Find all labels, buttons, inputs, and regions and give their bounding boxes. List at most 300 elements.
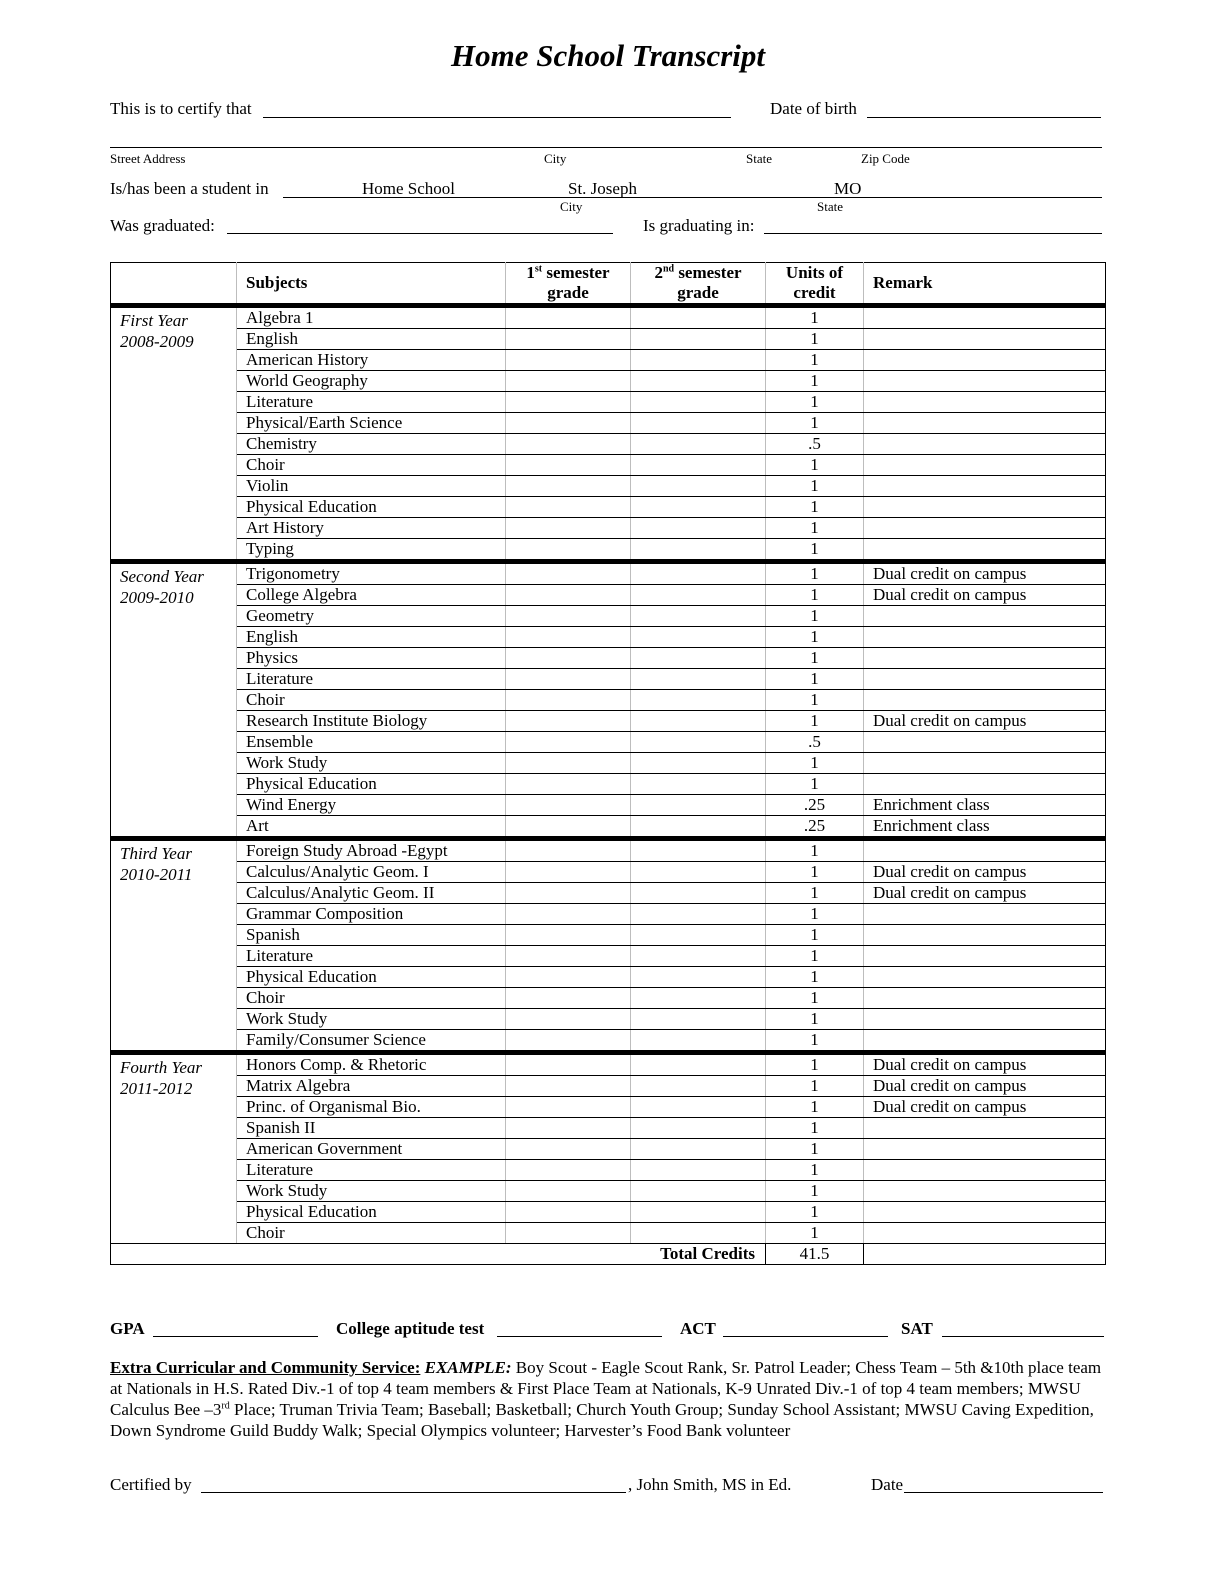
table-row: [111, 1076, 1106, 1097]
remark-cell: [864, 306, 1106, 329]
sem1-grade-cell[interactable]: [506, 795, 631, 816]
sem1-grade-cell[interactable]: [506, 539, 631, 562]
date-label: Date: [871, 1475, 904, 1494]
sem1-grade-cell[interactable]: [506, 669, 631, 690]
credit-cell: 1: [766, 862, 864, 883]
remark-cell: [864, 350, 1106, 371]
subject-cell: Calculus/Analytic Geom. I: [237, 862, 506, 883]
credit-cell: 1: [766, 585, 864, 606]
credit-cell: 1: [766, 1160, 864, 1181]
sem1-grade-cell[interactable]: [506, 648, 631, 669]
table-row: [111, 711, 1106, 732]
remark-cell: [864, 946, 1106, 967]
table-row: [111, 967, 1106, 988]
remark-cell: [864, 1009, 1106, 1030]
subject-cell: Physical Education: [237, 497, 506, 518]
graduating-label: Is graduating in:: [643, 216, 755, 235]
sem1-grade-cell[interactable]: [506, 904, 631, 925]
remark-cell: [864, 648, 1106, 669]
table-row: [111, 946, 1106, 967]
credit-cell: 1: [766, 925, 864, 946]
total-label: Total Credits: [111, 1244, 766, 1265]
credit-cell: 1: [766, 883, 864, 904]
sem2-grade-cell[interactable]: [631, 795, 766, 816]
sem2-grade-cell[interactable]: [631, 606, 766, 627]
remark-cell: Dual credit on campus: [864, 862, 1106, 883]
table-row: [111, 1160, 1106, 1181]
table-row: [111, 839, 1106, 862]
remark-cell: [864, 606, 1106, 627]
table-row: [111, 1053, 1106, 1076]
sem2-grade-cell[interactable]: [631, 585, 766, 606]
remark-cell: [864, 967, 1106, 988]
credit-cell: 1: [766, 539, 864, 562]
sem2-grade-cell[interactable]: [631, 988, 766, 1009]
state-caption-2: State: [817, 199, 843, 214]
credit-cell: 1: [766, 606, 864, 627]
credit-cell: 1: [766, 1076, 864, 1097]
total-row: [111, 1244, 1106, 1265]
credit-cell: 1: [766, 392, 864, 413]
credit-cell: 1: [766, 774, 864, 795]
subject-cell: Literature: [237, 669, 506, 690]
sem1-grade-cell[interactable]: [506, 518, 631, 539]
subject-cell: Wind Energy: [237, 795, 506, 816]
sem1-grade-cell[interactable]: [506, 1118, 631, 1139]
remark-cell: [864, 1223, 1106, 1244]
table-row: [111, 627, 1106, 648]
student-in-label: Is/has been a student in: [110, 179, 269, 198]
table-row: [111, 648, 1106, 669]
sem1-grade-cell[interactable]: [506, 1076, 631, 1097]
street-caption: Street Address: [110, 151, 186, 166]
credit-cell: 1: [766, 350, 864, 371]
table-row: [111, 862, 1106, 883]
table-row: [111, 732, 1106, 753]
sem1-grade-cell[interactable]: [506, 562, 631, 585]
header-units: Units of credit: [766, 263, 864, 306]
sem2-grade-cell[interactable]: [631, 669, 766, 690]
city-value: St. Joseph: [568, 179, 637, 198]
sem2-grade-cell[interactable]: [631, 627, 766, 648]
subject-cell: Typing: [237, 539, 506, 562]
sem1-grade-cell[interactable]: [506, 1030, 631, 1053]
table-row: [111, 1030, 1106, 1053]
sem1-grade-cell[interactable]: [506, 839, 631, 862]
remark-cell: [864, 839, 1106, 862]
credit-cell: 1: [766, 753, 864, 774]
sem1-grade-cell[interactable]: [506, 732, 631, 753]
sem2-grade-cell[interactable]: [631, 732, 766, 753]
total-remark: [864, 1244, 1106, 1265]
sem2-grade-cell[interactable]: [631, 816, 766, 839]
remark-cell: [864, 1160, 1106, 1181]
sem1-grade-cell[interactable]: [506, 1097, 631, 1118]
sem1-grade-cell[interactable]: [506, 1181, 631, 1202]
credit-cell: 1: [766, 988, 864, 1009]
remark-cell: Dual credit on campus: [864, 1097, 1106, 1118]
remark-cell: [864, 690, 1106, 711]
table-row: [111, 883, 1106, 904]
sem1-grade-cell[interactable]: [506, 1160, 631, 1181]
subject-cell: Literature: [237, 1160, 506, 1181]
sem2-grade-cell[interactable]: [631, 329, 766, 350]
table-row: [111, 371, 1106, 392]
table-row: [111, 455, 1106, 476]
credit-cell: 1: [766, 1202, 864, 1223]
sem2-grade-cell[interactable]: [631, 967, 766, 988]
transcript-table: [110, 262, 1106, 1265]
extracurricular-heading: Extra Curricular and Community Service:: [110, 1358, 421, 1377]
certify-label: This is to certify that: [110, 99, 252, 118]
table-row: [111, 1118, 1106, 1139]
table-row: [111, 774, 1106, 795]
remark-cell: Enrichment class: [864, 816, 1106, 839]
subject-cell: Choir: [237, 988, 506, 1009]
address-field[interactable]: [110, 147, 1102, 148]
remark-cell: [864, 753, 1106, 774]
table-row: [111, 988, 1106, 1009]
sem2-grade-cell[interactable]: [631, 497, 766, 518]
table-row: [111, 434, 1106, 455]
remark-cell: [864, 1118, 1106, 1139]
remark-cell: [864, 1139, 1106, 1160]
sem1-grade-cell[interactable]: [506, 883, 631, 904]
table-row: [111, 306, 1106, 329]
example-label: EXAMPLE:: [424, 1358, 512, 1377]
sem1-grade-cell[interactable]: [506, 1139, 631, 1160]
subject-cell: Physics: [237, 648, 506, 669]
credit-cell: 1: [766, 329, 864, 350]
zip-caption: Zip Code: [861, 151, 910, 166]
header-sem1: 1st semester grade: [506, 263, 631, 306]
table-row: [111, 925, 1106, 946]
sem1-grade-cell[interactable]: [506, 585, 631, 606]
remark-cell: Enrichment class: [864, 795, 1106, 816]
total-value: 41.5: [766, 1244, 864, 1265]
header-subjects: Subjects: [237, 263, 506, 306]
credit-cell: 1: [766, 1139, 864, 1160]
sem1-grade-cell[interactable]: [506, 306, 631, 329]
credit-cell: 1: [766, 476, 864, 497]
sem1-grade-cell[interactable]: [506, 606, 631, 627]
subject-cell: Calculus/Analytic Geom. II: [237, 883, 506, 904]
sem1-grade-cell[interactable]: [506, 455, 631, 476]
subject-cell: Matrix Algebra: [237, 1076, 506, 1097]
table-row: [111, 1139, 1106, 1160]
subject-cell: Spanish II: [237, 1118, 506, 1139]
date-field[interactable]: [904, 1492, 1103, 1493]
header-remark: Remark: [864, 263, 1106, 306]
sem2-grade-cell[interactable]: [631, 904, 766, 925]
subject-cell: Literature: [237, 946, 506, 967]
page-title: Home School Transcript: [450, 38, 766, 73]
subject-cell: Honors Comp. & Rhetoric: [237, 1053, 506, 1076]
remark-cell: [864, 476, 1106, 497]
table-row: [111, 1009, 1106, 1030]
year-label: First Year 2008-2009: [111, 306, 237, 562]
credit-cell: 1: [766, 711, 864, 732]
sem2-grade-cell[interactable]: [631, 1009, 766, 1030]
aptitude-label: College aptitude test: [336, 1319, 485, 1338]
table-row: [111, 329, 1106, 350]
subject-cell: Physical Education: [237, 967, 506, 988]
sem1-grade-cell[interactable]: [506, 476, 631, 497]
state-value: MO: [834, 179, 862, 198]
table-row: [111, 539, 1106, 562]
subject-cell: Research Institute Biology: [237, 711, 506, 732]
credit-cell: 1: [766, 497, 864, 518]
sem2-grade-cell[interactable]: [631, 518, 766, 539]
table-row: [111, 753, 1106, 774]
act-label: ACT: [680, 1319, 716, 1338]
subject-cell: Literature: [237, 392, 506, 413]
credit-cell: 1: [766, 627, 864, 648]
table-row: [111, 795, 1106, 816]
aptitude-field[interactable]: [497, 1336, 662, 1337]
student-name-field[interactable]: [263, 117, 731, 118]
remark-cell: Dual credit on campus: [864, 562, 1106, 585]
sem1-grade-cell[interactable]: [506, 497, 631, 518]
remark-cell: [864, 329, 1106, 350]
sem1-grade-cell[interactable]: [506, 371, 631, 392]
sem2-grade-cell[interactable]: [631, 1076, 766, 1097]
credit-cell: 1: [766, 904, 864, 925]
year-label: Fourth Year 2011-2012: [111, 1053, 237, 1244]
remark-cell: [864, 539, 1106, 562]
table-row: [111, 350, 1106, 371]
table-row: [111, 518, 1106, 539]
credit-cell: .5: [766, 434, 864, 455]
remark-cell: [864, 925, 1106, 946]
sem2-grade-cell[interactable]: [631, 392, 766, 413]
sem1-grade-cell[interactable]: [506, 690, 631, 711]
sem2-grade-cell[interactable]: [631, 925, 766, 946]
table-row: [111, 690, 1106, 711]
sem2-grade-cell[interactable]: [631, 1139, 766, 1160]
table-row: [111, 669, 1106, 690]
subject-cell: English: [237, 627, 506, 648]
sem2-grade-cell[interactable]: [631, 371, 766, 392]
credit-cell: .25: [766, 795, 864, 816]
remark-cell: Dual credit on campus: [864, 1053, 1106, 1076]
sem1-grade-cell[interactable]: [506, 329, 631, 350]
certifier-name: , John Smith, MS in Ed.: [628, 1475, 792, 1494]
subject-cell: Family/Consumer Science: [237, 1030, 506, 1053]
table-row: [111, 1097, 1106, 1118]
state-caption: State: [746, 151, 772, 166]
sem2-grade-cell[interactable]: [631, 862, 766, 883]
table-row: [111, 606, 1106, 627]
credit-cell: .25: [766, 816, 864, 839]
sem1-grade-cell[interactable]: [506, 627, 631, 648]
subject-cell: Violin: [237, 476, 506, 497]
table-row: [111, 413, 1106, 434]
sem2-grade-cell[interactable]: [631, 350, 766, 371]
remark-cell: [864, 627, 1106, 648]
credit-cell: 1: [766, 1030, 864, 1053]
graduating-field[interactable]: [764, 233, 1102, 234]
sem2-grade-cell[interactable]: [631, 1053, 766, 1076]
act-field[interactable]: [723, 1336, 888, 1337]
subject-cell: Spanish: [237, 925, 506, 946]
sem2-grade-cell[interactable]: [631, 1181, 766, 1202]
sat-label: SAT: [901, 1319, 933, 1338]
remark-cell: [864, 413, 1106, 434]
subject-cell: Art History: [237, 518, 506, 539]
sem1-grade-cell[interactable]: [506, 392, 631, 413]
sem2-grade-cell[interactable]: [631, 306, 766, 329]
credit-cell: .5: [766, 732, 864, 753]
city-caption: City: [544, 151, 567, 166]
gpa-label: GPA: [110, 1319, 145, 1338]
graduated-field[interactable]: [227, 233, 613, 234]
credit-cell: 1: [766, 648, 864, 669]
sem1-grade-cell[interactable]: [506, 434, 631, 455]
dob-field[interactable]: [867, 117, 1101, 118]
certified-signature-field[interactable]: [201, 1492, 626, 1493]
sem1-grade-cell[interactable]: [506, 862, 631, 883]
table-row: [111, 1181, 1106, 1202]
table-header-row: [111, 263, 1106, 306]
remark-cell: [864, 392, 1106, 413]
sem2-grade-cell[interactable]: [631, 1160, 766, 1181]
sem2-grade-cell[interactable]: [631, 434, 766, 455]
sem2-grade-cell[interactable]: [631, 711, 766, 732]
credit-cell: 1: [766, 371, 864, 392]
table-row: [111, 562, 1106, 585]
sem2-grade-cell[interactable]: [631, 753, 766, 774]
sem1-grade-cell[interactable]: [506, 1202, 631, 1223]
remark-cell: [864, 1181, 1106, 1202]
city-caption-2: City: [560, 199, 583, 214]
dob-label: Date of birth: [770, 99, 857, 118]
subject-cell: Geometry: [237, 606, 506, 627]
subject-cell: Physical Education: [237, 1202, 506, 1223]
subject-cell: Princ. of Organismal Bio.: [237, 1097, 506, 1118]
credit-cell: 1: [766, 946, 864, 967]
sem1-grade-cell[interactable]: [506, 350, 631, 371]
subject-cell: World Geography: [237, 371, 506, 392]
subject-cell: Chemistry: [237, 434, 506, 455]
table-row: [111, 1202, 1106, 1223]
sem1-grade-cell[interactable]: [506, 1053, 631, 1076]
credit-cell: 1: [766, 413, 864, 434]
subject-cell: Trigonometry: [237, 562, 506, 585]
sem1-grade-cell[interactable]: [506, 413, 631, 434]
subject-cell: Choir: [237, 1223, 506, 1244]
graduated-label: Was graduated:: [110, 216, 215, 235]
credit-cell: 1: [766, 562, 864, 585]
credit-cell: 1: [766, 690, 864, 711]
gpa-field[interactable]: [153, 1336, 318, 1337]
sem1-grade-cell[interactable]: [506, 967, 631, 988]
subject-cell: Ensemble: [237, 732, 506, 753]
remark-cell: Dual credit on campus: [864, 1076, 1106, 1097]
credit-cell: 1: [766, 1097, 864, 1118]
sem1-grade-cell[interactable]: [506, 988, 631, 1009]
table-row: [111, 816, 1106, 839]
sem2-grade-cell[interactable]: [631, 690, 766, 711]
sem2-grade-cell[interactable]: [631, 1223, 766, 1244]
sem2-grade-cell[interactable]: [631, 1118, 766, 1139]
sem2-grade-cell[interactable]: [631, 455, 766, 476]
sem1-grade-cell[interactable]: [506, 1223, 631, 1244]
sem2-grade-cell[interactable]: [631, 1202, 766, 1223]
remark-cell: [864, 518, 1106, 539]
remark-cell: Dual credit on campus: [864, 711, 1106, 732]
credit-cell: 1: [766, 1009, 864, 1030]
subject-cell: Algebra 1: [237, 306, 506, 329]
credit-cell: 1: [766, 1118, 864, 1139]
sem2-grade-cell[interactable]: [631, 539, 766, 562]
sem1-grade-cell[interactable]: [506, 753, 631, 774]
remark-cell: [864, 1030, 1106, 1053]
table-row: [111, 585, 1106, 606]
sem1-grade-cell[interactable]: [506, 816, 631, 839]
subject-cell: American Government: [237, 1139, 506, 1160]
table-row: [111, 1223, 1106, 1244]
credit-cell: 1: [766, 967, 864, 988]
header-year: [111, 263, 237, 306]
credit-cell: 1: [766, 1181, 864, 1202]
subject-cell: Art: [237, 816, 506, 839]
sem2-grade-cell[interactable]: [631, 774, 766, 795]
sem1-grade-cell[interactable]: [506, 946, 631, 967]
subject-cell: Grammar Composition: [237, 904, 506, 925]
header-sem2: 2nd semester grade: [631, 263, 766, 306]
extracurricular-paragraph: Extra Curricular and Community Service: EXAMPLE: Boy Scout - Eagle Scout Rank, Sr. Patrol Leader; Chess Team – 5th &10th place team at Nationals in H.S. Rated Div.-1 of top 4 team members & First Place Team at Nationals, K-9 Unrated Div.-1 of top 4 team members; MWSU Calculus Bee –3rd Place; Truman Trivia Team; Baseball; Basketball; Church Youth Group; Sunday School Assistant; MWSU Caving Expedition, Down Syndrome Guild Buddy Walk; Special Olympics volunteer; Harvester’s Food Bank volunteer: [110, 1358, 1102, 1440]
subject-cell: English: [237, 329, 506, 350]
table-row: [111, 497, 1106, 518]
subject-cell: Work Study: [237, 753, 506, 774]
sem1-grade-cell[interactable]: [506, 711, 631, 732]
credit-cell: 1: [766, 839, 864, 862]
sem2-grade-cell[interactable]: [631, 648, 766, 669]
year-label: Third Year 2010-2011: [111, 839, 237, 1053]
credit-cell: 1: [766, 518, 864, 539]
sem1-grade-cell[interactable]: [506, 774, 631, 795]
subject-cell: Physical Education: [237, 774, 506, 795]
sem2-grade-cell[interactable]: [631, 1030, 766, 1053]
certified-by-label: Certified by: [110, 1475, 192, 1494]
remark-cell: [864, 904, 1106, 925]
remark-cell: [864, 669, 1106, 690]
subject-cell: Choir: [237, 455, 506, 476]
remark-cell: Dual credit on campus: [864, 883, 1106, 904]
remark-cell: Dual credit on campus: [864, 585, 1106, 606]
sem2-grade-cell[interactable]: [631, 413, 766, 434]
sem1-grade-cell[interactable]: [506, 925, 631, 946]
sem2-grade-cell[interactable]: [631, 1097, 766, 1118]
sem1-grade-cell[interactable]: [506, 1009, 631, 1030]
remark-cell: [864, 455, 1106, 476]
remark-cell: [864, 371, 1106, 392]
sem2-grade-cell[interactable]: [631, 946, 766, 967]
sem2-grade-cell[interactable]: [631, 883, 766, 904]
subject-cell: Work Study: [237, 1181, 506, 1202]
year-label: Second Year 2009-2010: [111, 562, 237, 839]
remark-cell: [864, 1202, 1106, 1223]
sem2-grade-cell[interactable]: [631, 476, 766, 497]
remark-cell: [864, 434, 1106, 455]
subject-cell: Physical/Earth Science: [237, 413, 506, 434]
school-value: Home School: [362, 179, 456, 198]
sat-field[interactable]: [942, 1336, 1104, 1337]
sem2-grade-cell[interactable]: [631, 562, 766, 585]
sem2-grade-cell[interactable]: [631, 839, 766, 862]
credit-cell: 1: [766, 669, 864, 690]
